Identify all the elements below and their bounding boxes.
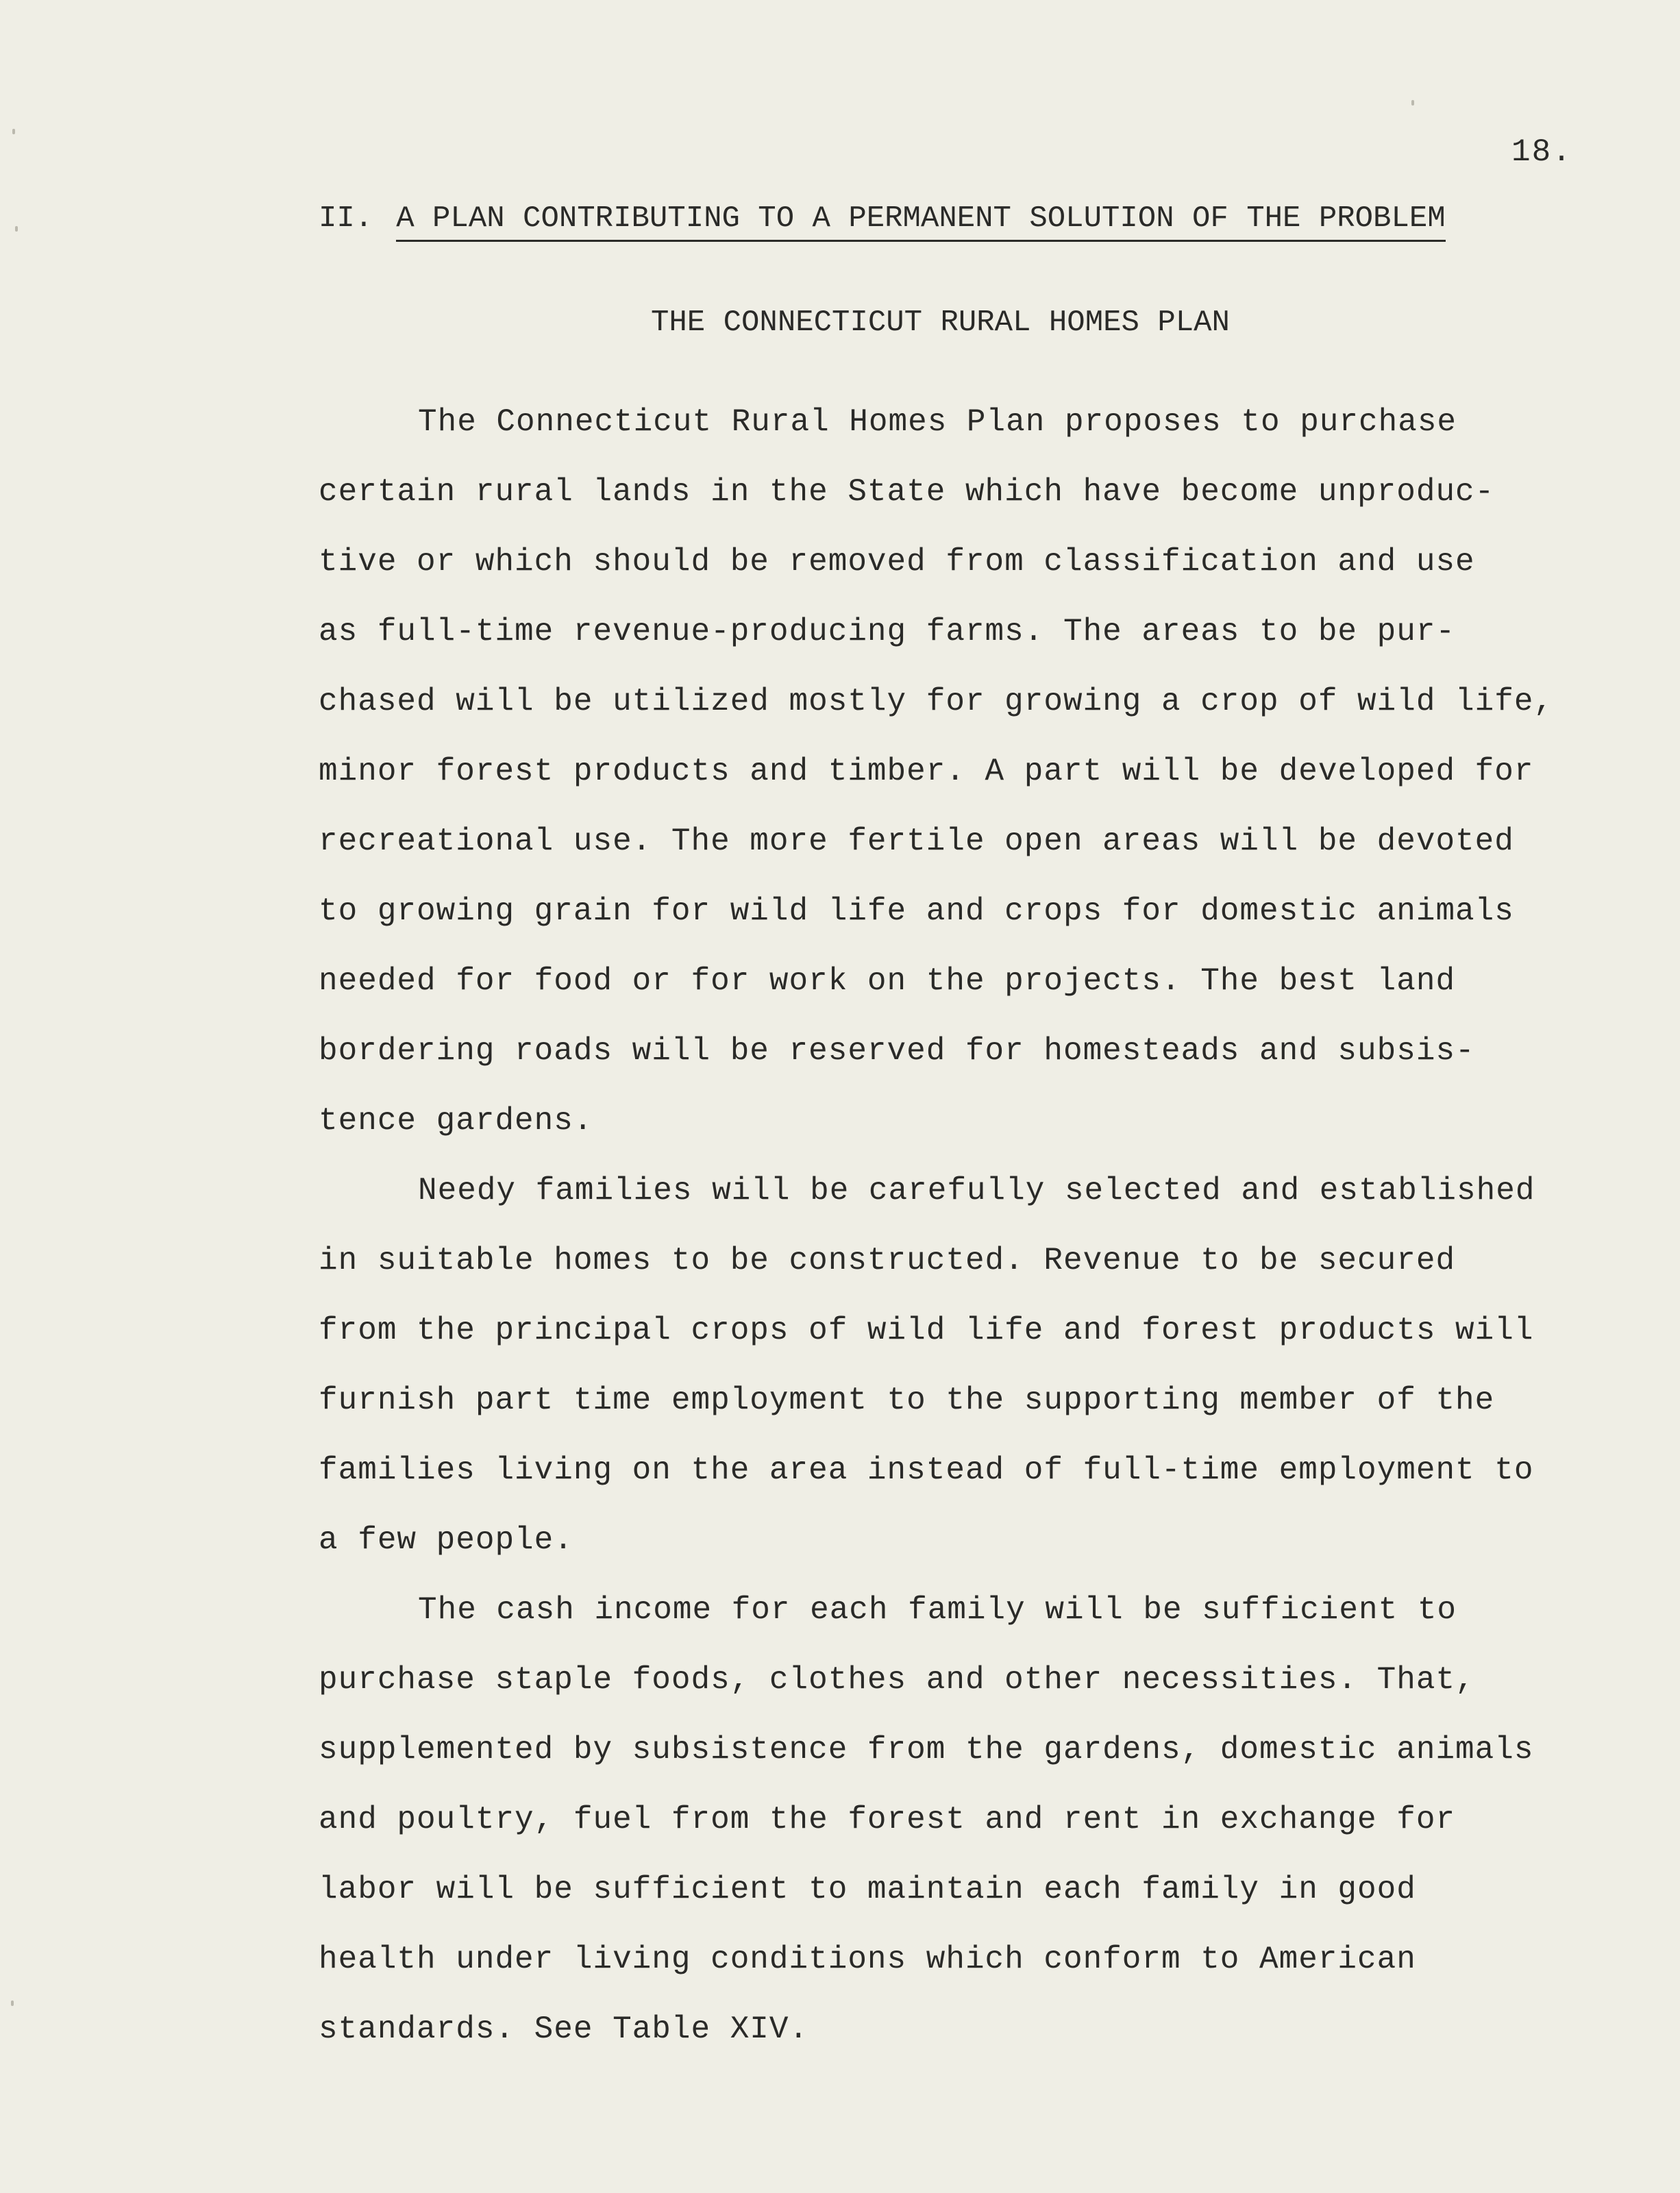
paper-edge-mark bbox=[11, 2000, 14, 2006]
paragraph-2-line-5: families living on the area instead of full-time employment to bbox=[319, 1452, 1534, 1488]
paragraph-3-line-6: health under living conditions which conform to American bbox=[319, 1942, 1416, 1977]
paper-edge-mark bbox=[15, 226, 18, 232]
section-heading bbox=[319, 201, 1446, 242]
paragraph-3-line-5: labor will be sufficient to maintain each family in good bbox=[319, 1872, 1416, 1907]
paragraph-1-line-3: tive or which should be removed from classification and use bbox=[319, 544, 1475, 580]
paragraph-1-line-2: certain rural lands in the State which have become unproduc- bbox=[319, 474, 1495, 510]
paragraph-1-line-1: The Connecticut Rural Homes Plan proposes to purchase bbox=[418, 404, 1457, 440]
paragraph-1-line-4: as full-time revenue-producing farms. The areas to be pur- bbox=[319, 614, 1456, 649]
paragraph-1-line-5: chased will be utilized mostly for growing a crop of wild life, bbox=[319, 684, 1554, 719]
paper-edge-mark bbox=[12, 129, 15, 134]
paragraph-3-line-3: supplemented by subsistence from the gardens, domestic animals bbox=[319, 1732, 1534, 1768]
paragraph-1-line-7: recreational use. The more fertile open areas will be devoted bbox=[319, 823, 1514, 859]
paragraph-3-line-2: purchase staple foods, clothes and other necessities. That, bbox=[319, 1662, 1475, 1698]
paragraph-3-line-1: The cash income for each family will be sufficient to bbox=[418, 1592, 1457, 1628]
paragraph-2-line-4: furnish part time employment to the supporting member of the bbox=[319, 1383, 1495, 1418]
paper-edge-mark bbox=[1411, 100, 1414, 106]
section-number: II. bbox=[319, 201, 373, 236]
paragraph-2-line-3: from the principal crops of wild life and forest products will bbox=[319, 1313, 1534, 1348]
paragraph-2-line-6: a few people. bbox=[319, 1522, 573, 1558]
paragraph-2-line-2: in suitable homes to be constructed. Revenue to be secured bbox=[319, 1243, 1456, 1278]
section-title: A PLAN CONTRIBUTING TO A PERMANENT SOLUTION OF THE PROBLEM bbox=[396, 201, 1445, 242]
plan-subtitle: THE CONNECTICUT RURAL HOMES PLAN bbox=[651, 306, 1230, 340]
paragraph-3-line-4: and poultry, fuel from the forest and rent in exchange for bbox=[319, 1802, 1456, 1837]
paragraph-1-line-11: tence gardens. bbox=[319, 1103, 593, 1139]
paragraph-1-line-8: to growing grain for wild life and crops for domestic animals bbox=[319, 893, 1514, 929]
page-number: 18. bbox=[1511, 134, 1572, 170]
paragraph-3-line-7: standards. See Table XIV. bbox=[319, 2011, 809, 2047]
paragraph-2-line-1: Needy families will be carefully selected and established bbox=[418, 1173, 1535, 1209]
paragraph-1-line-10: bordering roads will be reserved for homesteads and subsis- bbox=[319, 1033, 1475, 1069]
paragraph-1-line-6: minor forest products and timber. A part will be developed for bbox=[319, 754, 1534, 789]
paragraph-1-line-9: needed for food or for work on the projects. The best land bbox=[319, 963, 1456, 999]
